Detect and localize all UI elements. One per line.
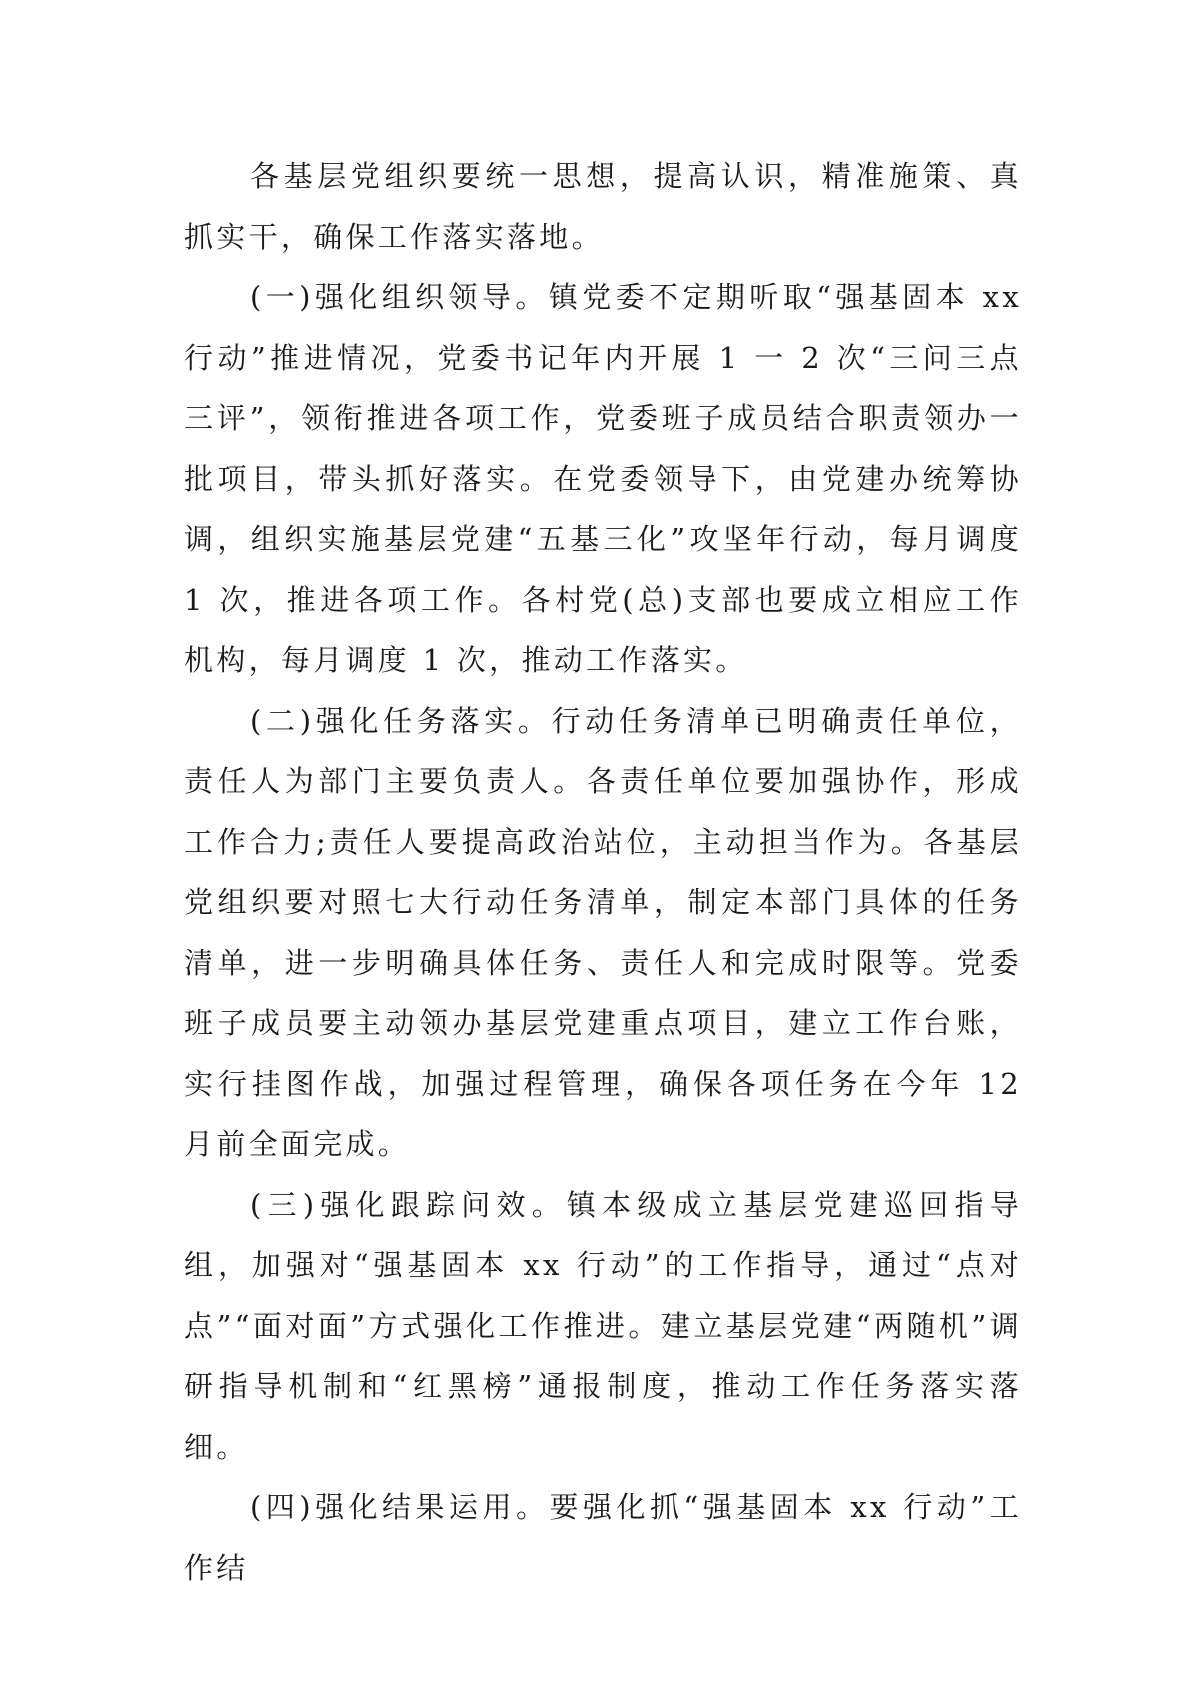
paragraph-organization-leadership: (一)强化组织领导。镇党委不定期听取“强基固本 xx 行动”推进情况，党委书记年内开展 1 一 2 次“三问三点三评”，领衔推进各项工作，党委班子成员结合职责领办一批项目，带头抓好落实。在党委领导下，由党建办统筹协调，组织实施基层党建“五基三化”攻坚年行动，每月调度 1 次，推进各项工作。各村党(总)支部也要成立相应工作机构，每月调度 1 次，推动工作落实。 [184,280,1022,677]
paragraph-tracking-accountability: (三)强化跟踪问效。镇本级成立基层党建巡回指导组，加强对“强基固本 xx 行动”的工作指导，通过“点对点”“面对面”方式强化工作推进。建立基层党建“两随机”调研指导机制和“红黑榜”通报制度，推动工作任务落实落细。 [184,1187,1022,1464]
paragraph-task-implementation: (二)强化任务落实。行动任务清单已明确责任单位，责任人为部门主要负责人。各责任单位要加强协作，形成工作合力;责任人要提高政治站位，主动担当作为。各基层党组织要对照七大行动任务清单，制定本部门具体的任务清单，进一步明确具体任务、责任人和完成时限等。党委班子成员要主动领办基层党建重点项目，建立工作台账，实行挂图作战，加强过程管理，确保各项任务在今年 12 月前全面完成。 [184,703,1022,1161]
paragraph-intro: 各基层党组织要统一思想，提高认识，精准施策、真抓实干，确保工作落实落地。 [184,159,1022,254]
document-body [184,146,1022,1598]
paragraph-result-application: (四)强化结果运用。要强化抓“强基固本 xx 行动”工作结 [184,1490,1022,1585]
